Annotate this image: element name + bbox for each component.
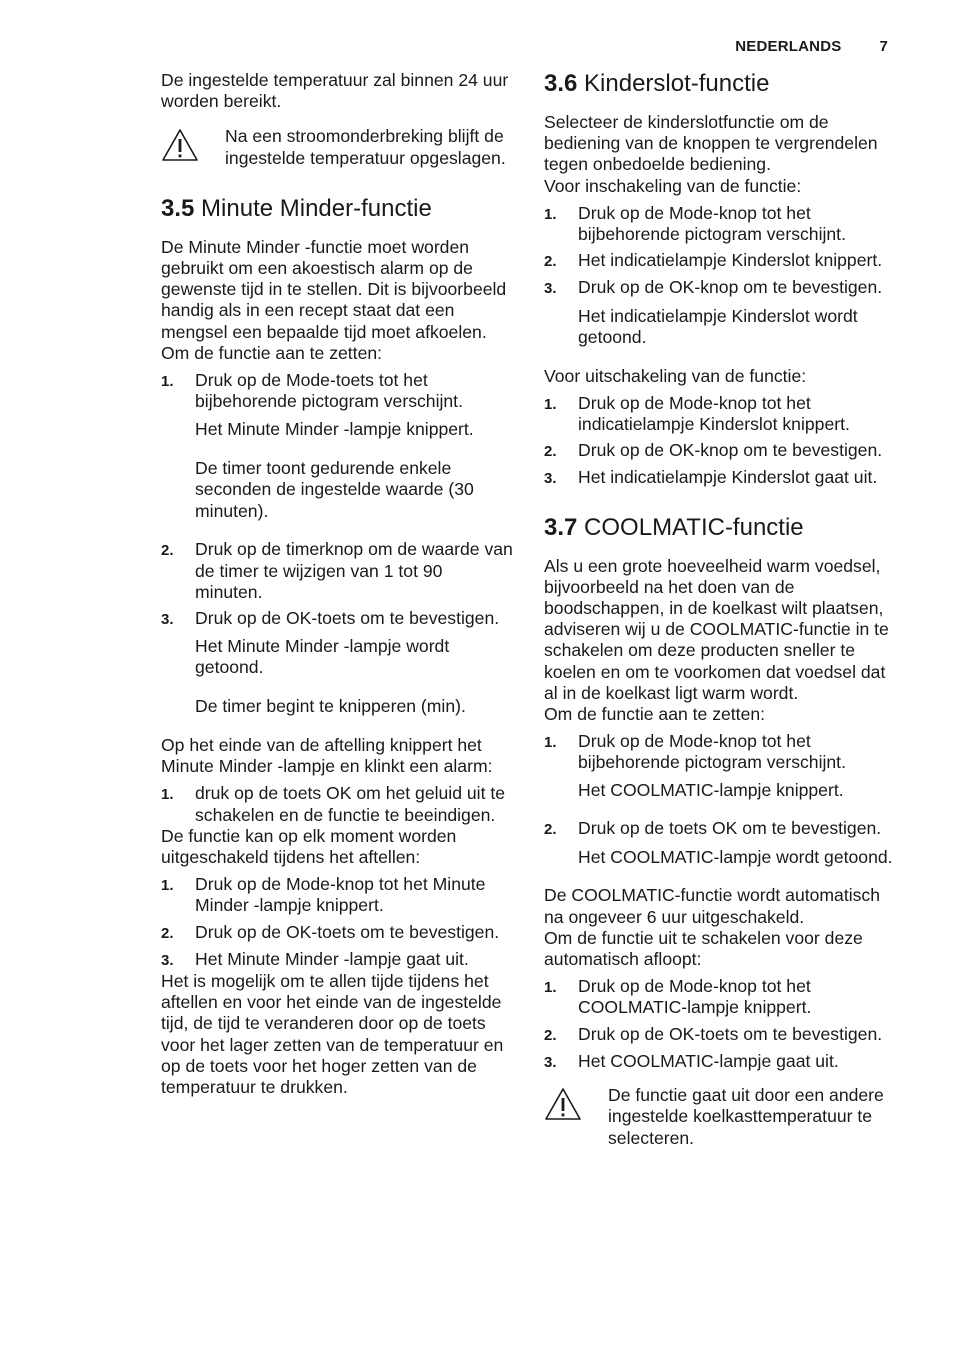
paragraph: Selecteer de kinderslotfunctie om de bediening van de knoppen te vergrendelen tegen onbedoelde bediening. <box>544 112 878 175</box>
paragraph: Om de functie aan te zetten: <box>161 342 383 363</box>
list-item: 1. Druk op de Mode-knop tot het Minute Minder -lampje knippert. <box>161 874 486 916</box>
page-header <box>735 38 888 55</box>
step-note: Het COOLMATIC-lampje wordt getoond. <box>578 846 893 867</box>
step-list <box>161 370 513 412</box>
right-column <box>544 70 896 1149</box>
section-title: Kinderslot-functie <box>584 70 770 97</box>
paragraph: Voor inschakeling van de functie: <box>544 175 802 196</box>
list-item: 3. Het indicatielampje Kinderslot gaat uit. <box>544 467 878 488</box>
warning-block <box>161 126 513 168</box>
section-heading <box>161 195 513 223</box>
warning-text: De functie gaat uit door een andere ingestelde koelkasttemperatuur te selecteren. <box>608 1085 884 1148</box>
list-item: 3. Het COOLMATIC-lampje gaat uit. <box>544 1050 839 1071</box>
list-item: 2. Druk op de toets OK om te bevestigen. <box>544 818 882 839</box>
section-number: 3.5 <box>161 194 195 222</box>
list-item: 1. Druk op de Mode-knop tot het bijbehorende pictogram verschijnt. <box>544 202 846 245</box>
warning-icon <box>161 126 225 162</box>
step-list <box>161 874 513 971</box>
paragraph: De COOLMATIC-functie wordt automatisch na ongeveer 6 uur uitgeschakeld. <box>544 885 881 927</box>
intro-text: De ingestelde temperatuur zal binnen 24 uur worden bereikt. <box>161 70 509 112</box>
list-item: 1. Druk op de Mode-knop tot het bijbehorende pictogram verschijnt. <box>544 731 846 773</box>
list-item: 1. druk op de toets OK om het geluid uit te schakelen en de functie te beeindigen. <box>161 783 506 825</box>
step-note: De timer toont gedurende enkele seconden de ingestelde waarde (30 minuten). <box>195 458 474 521</box>
step-note: Het COOLMATIC-lampje knippert. <box>578 779 844 800</box>
header-language: NEDERLANDS <box>735 38 842 55</box>
paragraph: Het is mogelijk om te allen tijde tijdens het aftellen en voor het einde van de ingestelde tijd, de tijd te veranderen door op de toets voor het lager zetten van de temperatuur en op de toets voor het hoger zetten van de temperatuur te drukken. <box>161 971 504 1098</box>
paragraph: Om de functie uit te schakelen voor deze automatisch afloopt: <box>544 927 863 970</box>
list-item: 2. Druk op de OK-toets om te bevestigen. <box>544 1023 883 1044</box>
section-number: 3.6 <box>544 70 578 97</box>
list-item: 3. Druk op de OK-knop om te bevestigen. <box>544 277 883 298</box>
paragraph: Op het einde van de aftelling knippert het Minute Minder -lampje en klinkt een alarm: <box>161 735 493 777</box>
warning-block <box>544 1085 896 1149</box>
step-list <box>544 731 896 773</box>
list-item: 2. Het indicatielampje Kinderslot knippert. <box>544 250 883 271</box>
paragraph: Om de functie aan te zetten: <box>544 704 766 725</box>
step-list <box>161 783 513 825</box>
step-list <box>161 539 513 630</box>
list-item: 2. Druk op de OK-knop om te bevestigen. <box>544 440 883 461</box>
list-item: 1. Druk op de Mode-knop tot het COOLMATIC-lampje knippert. <box>544 976 812 1018</box>
paragraph: Voor uitschakeling van de functie: <box>544 365 807 386</box>
step-list <box>544 818 896 840</box>
step-note: De timer begint te knipperen (min). <box>195 696 466 717</box>
left-column <box>161 70 513 1098</box>
list-item: 2. Druk op de OK-toets om te bevestigen. <box>161 921 500 942</box>
list-item: 2. Druk op de timerknop om de waarde van de timer te wijzigen van 1 tot 90 minuten. <box>161 539 513 602</box>
section-title: COOLMATIC-functie <box>584 513 804 541</box>
list-item: 3. Druk op de OK-toets om te bevestigen. <box>161 608 500 629</box>
paragraph: De functie kan op elk moment worden uitgeschakeld tijdens het aftellen: <box>161 825 457 868</box>
section-title: Minute Minder-functie <box>201 194 432 222</box>
step-list <box>544 203 896 300</box>
section-heading <box>544 514 896 542</box>
step-note: Het Minute Minder -lampje knippert. <box>195 419 474 440</box>
warning-text: Na een stroomonderbreking blijft de ingestelde temperatuur opgeslagen. <box>225 126 506 168</box>
step-list <box>544 976 896 1073</box>
step-note: Het Minute Minder -lampje wordt getoond. <box>195 636 450 678</box>
section-number: 3.7 <box>544 513 578 541</box>
page-number: 7 <box>879 38 888 55</box>
paragraph: Als u een grote hoeveelheid warm voedsel, bijvoorbeeld na het doen van de boodschappen, in de koelkast wilt plaatsen, adviseren wij u de COOLMATIC-functie in te schakelen om deze producten sneller te koelen en om te voorkomen dat voedsel dat al in de koelkast ligt warm wordt. <box>544 555 889 703</box>
list-item: 3. Het Minute Minder -lampje gaat uit. <box>161 948 469 969</box>
list-item: 1. Druk op de Mode-knop tot het indicatielampje Kinderslot knippert. <box>544 392 850 435</box>
paragraph: De Minute Minder -functie moet worden gebruikt om een akoestisch alarm op de gewenste tijd in te stellen. Dit is bijvoorbeeld handig als in een recept staat dat een mengsel een bepaalde tijd moet afkoelen. <box>161 236 507 342</box>
warning-icon <box>544 1085 608 1121</box>
section-heading <box>544 70 896 98</box>
step-list <box>544 393 896 490</box>
list-item: 1. Druk op de Mode-toets tot het bijbehorende pictogram verschijnt. <box>161 370 463 412</box>
step-note: Het indicatielampje Kinderslot wordt getoond. <box>578 305 858 347</box>
